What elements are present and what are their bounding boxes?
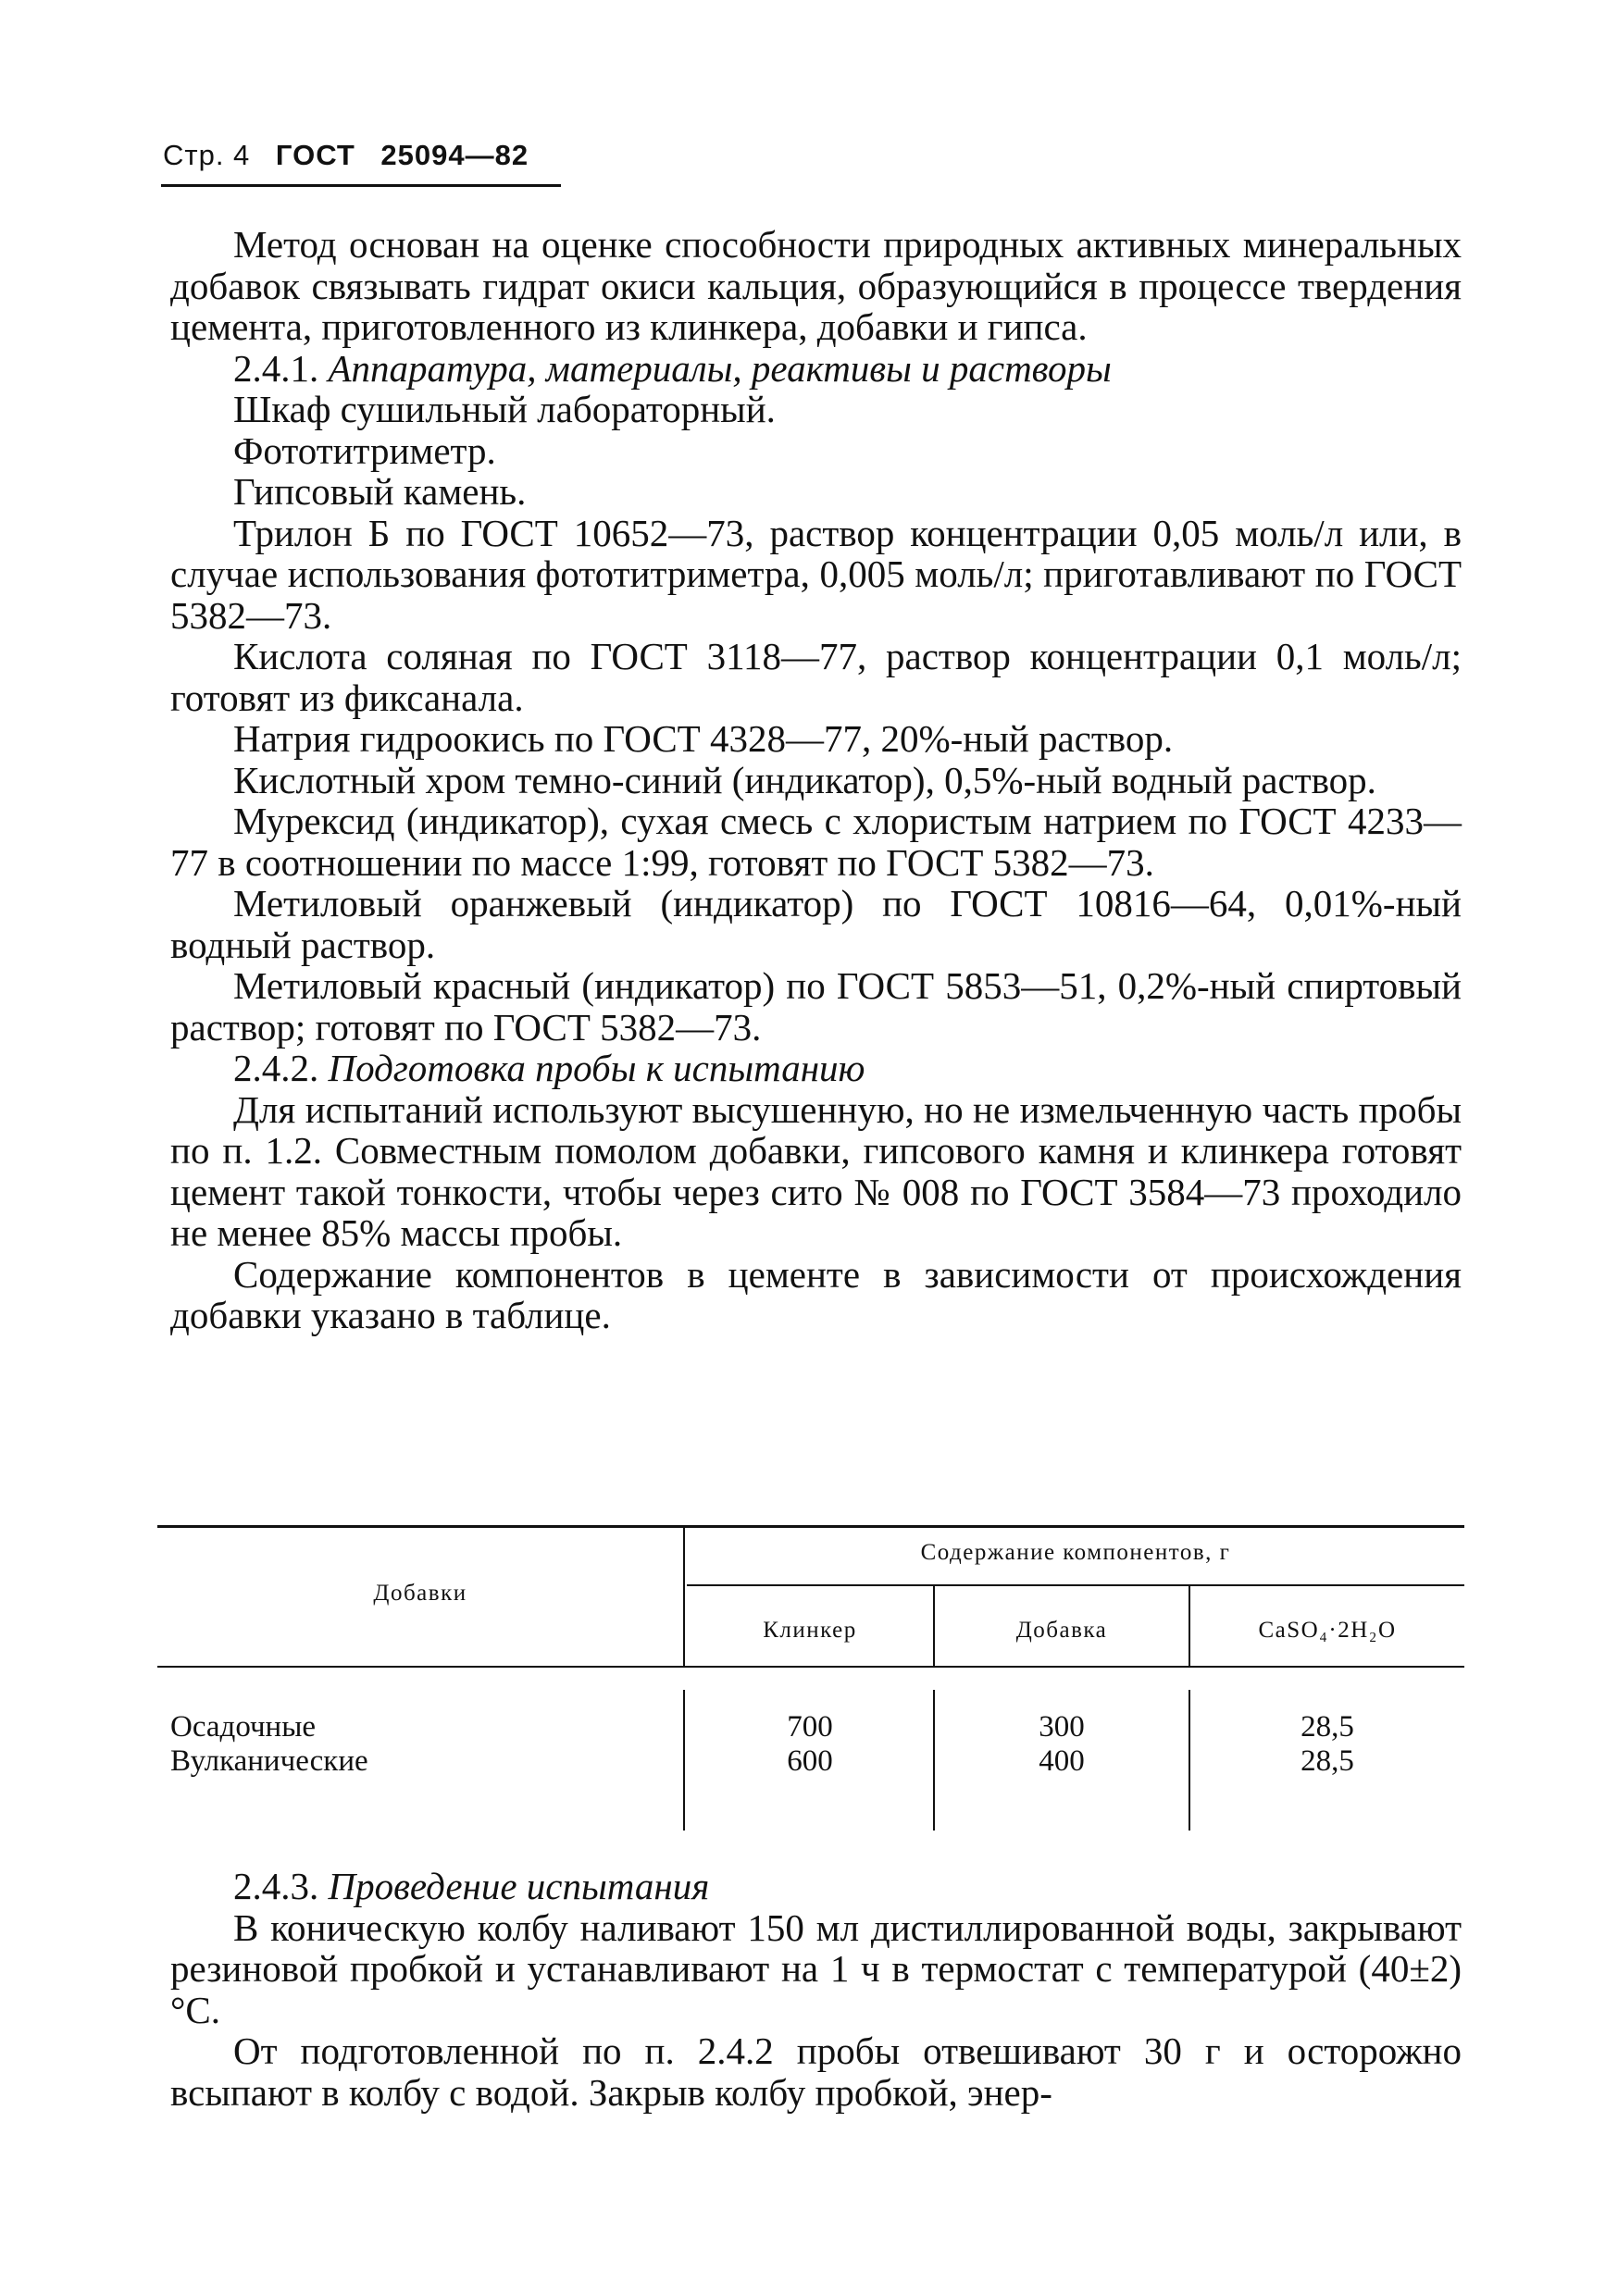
- row-name: Осадочные: [170, 1710, 317, 1744]
- body-text-lower: [170, 1866, 1462, 2113]
- body-text-upper: [170, 224, 1462, 1336]
- paragraph: Содержание компонентов в цементе в зависимости от происхождения добавки указано в таблице.: [170, 1252, 1462, 1336]
- paragraph: Фототитриметр.: [233, 428, 496, 472]
- row-name: Вулканические: [170, 1744, 368, 1778]
- page-number: Стр. 4: [163, 139, 251, 171]
- header-additive-amount: Добавка: [1015, 1618, 1108, 1643]
- components-table: [157, 1525, 1464, 1831]
- paragraph: Гипсовый камень.: [233, 470, 527, 513]
- table-divider: [683, 1690, 685, 1831]
- paragraph: Для испытаний используют высушенную, но не измельченную часть пробы по п. 1.2. Совместным помолом добавки, гипсового камня и клинкера готовят цемент такой тонкости, чтобы через сито № 008 по ГОСТ 3584—73 проходило не менее 85% массы пробы.: [170, 1087, 1462, 1254]
- paragraph: Шкаф сушильный лабораторный.: [233, 388, 776, 430]
- section-number: 2.4.2.: [233, 1047, 319, 1089]
- paragraph: Натрия гидроокись по ГОСТ 4328—77, 20%-ный раствор.: [233, 717, 1174, 760]
- paragraph: От подготовленной по п. 2.4.2 пробы отвешивают 30 г и осторожно всыпают в колбу с водой. Закрыв колбу пробкой, энер-: [170, 2029, 1462, 2114]
- section-heading: [170, 1048, 1462, 1089]
- cell-gypsum: 28,5: [1301, 1744, 1354, 1778]
- paragraph: Кислота соляная по ГОСТ 3118—77, раствор концентрации 0,1 моль/л; готовят из фиксанала.: [170, 635, 1462, 719]
- standard-name: ГОСТ: [275, 139, 355, 171]
- cell-gypsum: 28,5: [1301, 1710, 1354, 1744]
- paragraph: Метиловый оранжевый (индикатор) по ГОСТ 10816—64, 0,01%-ный водный раствор.: [170, 882, 1462, 966]
- cell-additive: 400: [1039, 1744, 1085, 1778]
- header-group: Содержание компонентов, г: [920, 1540, 1231, 1565]
- page-header: [163, 139, 545, 172]
- section-title: Подготовка пробы к испытанию: [328, 1047, 865, 1089]
- table-divider: [683, 1525, 685, 1666]
- cell-clinker: 600: [787, 1744, 833, 1778]
- section-title: Проведение испытания: [328, 1865, 710, 1907]
- section-heading: [170, 348, 1462, 390]
- header-clinker: Клинкер: [763, 1618, 857, 1643]
- paragraph: Метиловый красный (индикатор) по ГОСТ 5853—51, 0,2%-ный спиртовый раствор; готовят по ГОСТ 5382—73.: [170, 964, 1462, 1049]
- cell-clinker: 700: [787, 1710, 833, 1744]
- section-title: Аппаратура, материалы, реактивы и растворы: [328, 346, 1112, 390]
- paragraph: Трилон Б по ГОСТ 10652—73, раствор концентрации 0,05 моль/л или, в случае использования фототитриметра, 0,005 моль/л; приготавливают по ГОСТ 5382—73.: [170, 511, 1462, 637]
- header-rule: [161, 184, 561, 187]
- cell-additive: 300: [1039, 1710, 1085, 1744]
- header-additive: Добавки: [373, 1581, 467, 1606]
- standard-number: 25094—82: [380, 139, 529, 171]
- table-top-rule: [157, 1525, 1464, 1528]
- header-gypsum: CaSO₄·2H₂O: [1258, 1618, 1397, 1643]
- section-number: 2.4.3.: [233, 1865, 319, 1907]
- paragraph: Кислотный хром темно-синий (индикатор), 0,5%-ный водный раствор.: [233, 758, 1376, 801]
- paragraph: В коническую колбу наливают 150 мл дистиллированной воды, закрывают резиновой пробкой и устанавливают на 1 ч в термостат с температурой (40±2)°С.: [170, 1905, 1462, 2031]
- group-header-rule: [687, 1584, 1464, 1586]
- paragraph: Метод основан на оценке способности природных активных минеральных добавок связывать гидрат окиси кальция, образующийся в процессе твердения цемента, приготовленного из клинкера, добавки и гипса.: [170, 223, 1462, 348]
- header-bottom-rule: [157, 1666, 1464, 1668]
- section-heading: [170, 1866, 1462, 1907]
- section-number: 2.4.1.: [233, 346, 319, 390]
- paragraph: Мурексид (индикатор), сухая смесь с хлористым натрием по ГОСТ 4233—77 в соотношении по массе 1:99, готовят по ГОСТ 5382—73.: [170, 800, 1462, 884]
